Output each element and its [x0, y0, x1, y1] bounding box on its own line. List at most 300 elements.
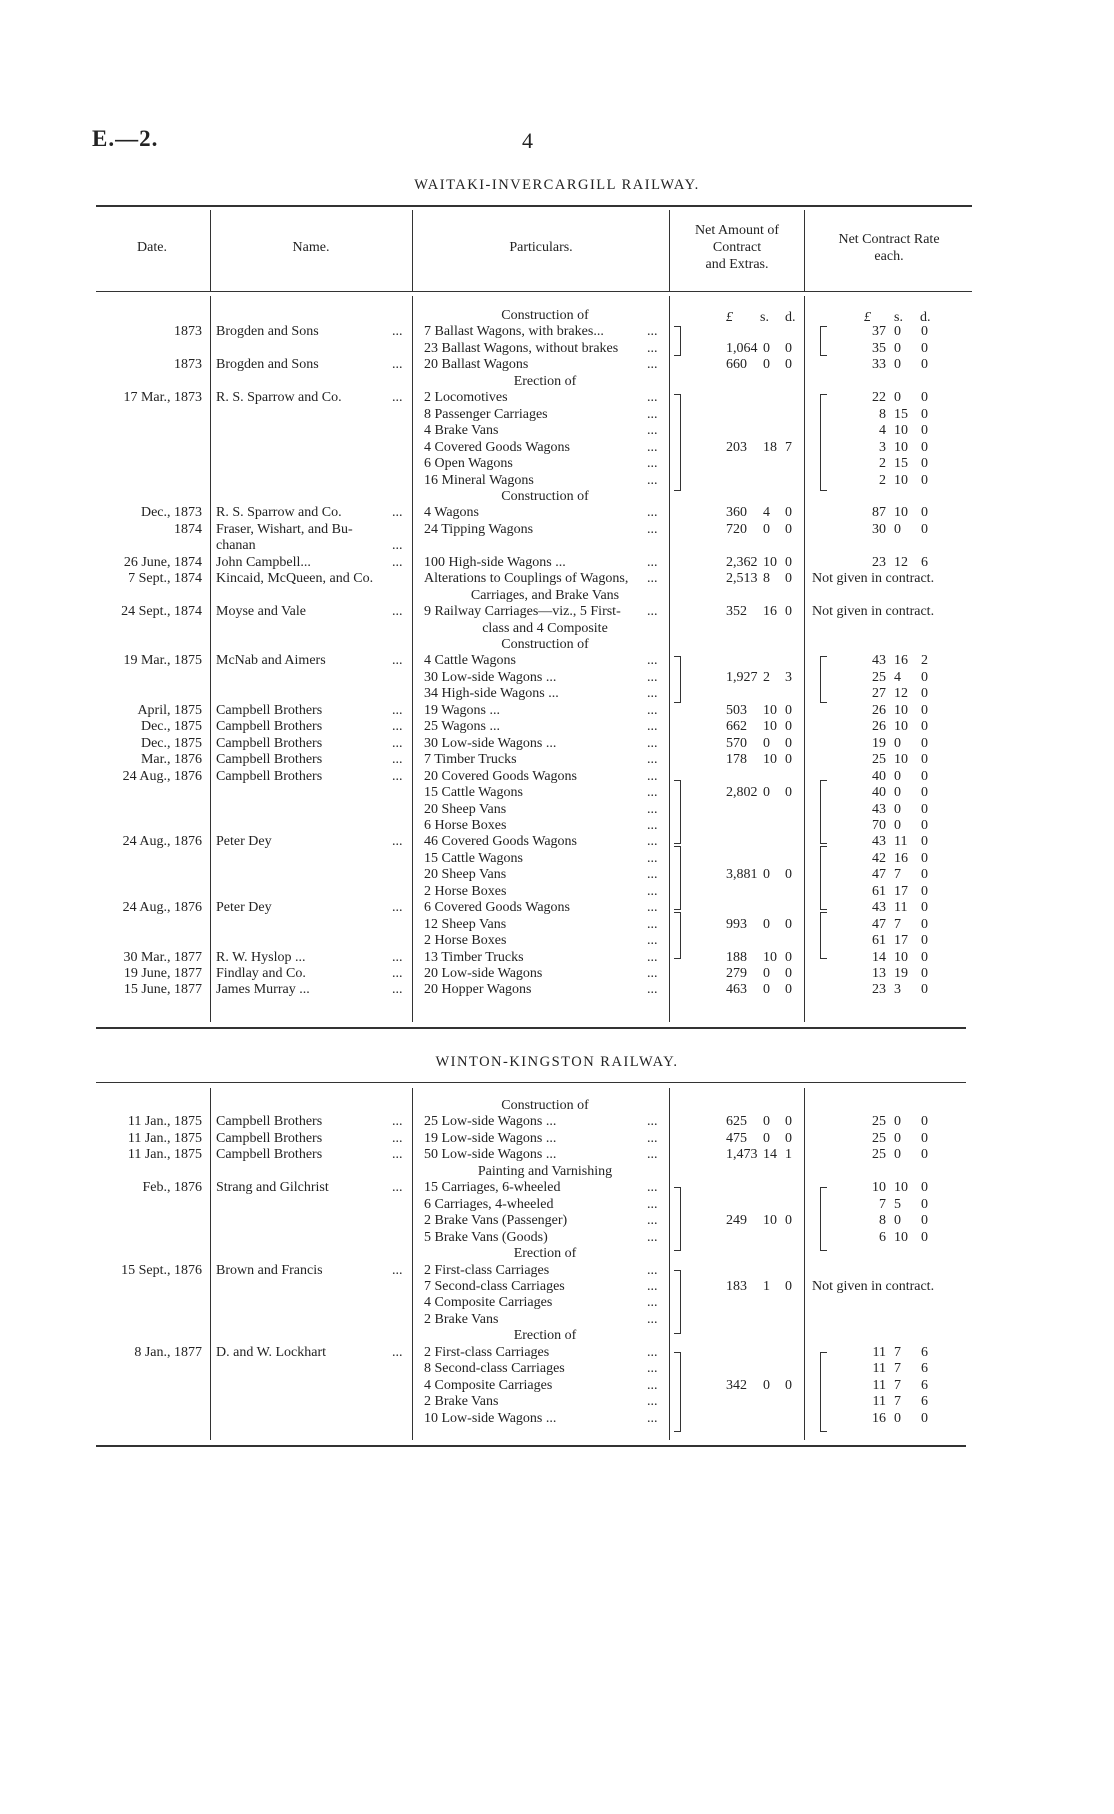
- col-header-rate: [806, 231, 972, 265]
- amount-pence: 0: [785, 1377, 792, 1393]
- table-row: Dec., 1875 Campbell Brothers ... 25 Wagons ... ... 662 10 0 26 10 0: [140, 719, 928, 735]
- group-brace: [820, 326, 827, 356]
- table-row: 15 Cattle Wagons ... 2,802 0 0 40 0 0: [424, 785, 928, 801]
- rate-pounds: 19: [872, 735, 886, 751]
- leader-dots: ...: [392, 834, 403, 850]
- rate-pence: 6: [921, 1361, 928, 1377]
- row-particulars: Painting and Varnishing: [477, 1163, 613, 1179]
- rate-pounds: 47: [872, 867, 886, 883]
- table-row: [0, 1245, 1114, 1262]
- rate-shillings: 16: [894, 653, 908, 669]
- rate-shillings: 0: [894, 390, 901, 406]
- leader-dots: ...: [392, 604, 403, 620]
- rate-shillings: 0: [894, 521, 901, 537]
- rate-shillings: 7: [894, 867, 901, 883]
- leader-dots: ...: [647, 933, 658, 949]
- amount-pence: 0: [785, 1213, 792, 1229]
- rate-shillings: 10: [894, 439, 908, 455]
- leader-dots: ...: [647, 1377, 658, 1393]
- amount-pence: 0: [785, 949, 792, 965]
- leader-dots: ...: [392, 1344, 403, 1360]
- amount-pence: 0: [785, 982, 792, 998]
- table-row: [0, 620, 1114, 637]
- row-date: 1874: [174, 521, 202, 537]
- leader-dots: ...: [392, 653, 403, 669]
- rate-shillings: 0: [894, 1114, 901, 1130]
- table-row: [0, 455, 1114, 472]
- row-name: Findlay and Co.: [216, 966, 306, 981]
- rate-pence: 0: [921, 521, 928, 537]
- amount-pence: 1: [785, 1147, 792, 1163]
- leader-dots: ...: [647, 1295, 658, 1311]
- row-particulars: 50 Low-side Wagons ...: [424, 1147, 557, 1163]
- rate-pence: 0: [921, 702, 928, 718]
- row-particulars: 2 Brake Vans: [424, 1311, 499, 1327]
- rate-pounds: 61: [872, 933, 886, 949]
- table-row: 15 June, 1877 James Murray ... ... 20 Hopper Wagons ... 463 0 0 23 3 0: [123, 982, 928, 998]
- rate-shillings: 12: [894, 554, 908, 570]
- leader-dots: ...: [647, 456, 658, 472]
- rate-shillings: 0: [894, 340, 901, 356]
- group-brace: [674, 326, 681, 356]
- leader-dots: ...: [647, 982, 658, 998]
- leader-dots: ...: [647, 1410, 658, 1426]
- rate-pence: 0: [921, 900, 928, 916]
- table-row: [0, 1360, 1114, 1377]
- row-particulars: 20 Sheep Vans: [424, 801, 507, 817]
- rate-note: Not given in contract.: [812, 1278, 935, 1294]
- leader-dots: ...: [647, 1147, 658, 1163]
- table-row: [0, 685, 1114, 702]
- leader-dots: ...: [392, 390, 403, 406]
- table-row: Dec., 1875 Campbell Brothers ... 30 Low-side Wagons ... ... 570 0 0 19 0 0: [140, 735, 928, 751]
- row-particulars: class and 4 Composite: [482, 620, 608, 636]
- row-name: Fraser, Wishart, and Bu-: [216, 521, 353, 537]
- table-row: [0, 488, 1114, 505]
- table-row: [0, 1294, 1114, 1311]
- rate-pence: 0: [921, 817, 928, 833]
- row-name: McNab and Aimers: [216, 653, 326, 669]
- table-row: [0, 389, 1114, 406]
- table-row: 24 Sept., 1874 Moyse and Vale ... 9 Railway Carriages—viz., 5 First- ... 352 16 0 Not given in contract.: [121, 604, 935, 620]
- amount-shillings: 10: [763, 949, 777, 965]
- leader-dots: ...: [647, 686, 658, 702]
- leader-dots: ...: [392, 1262, 403, 1278]
- row-date: 11 Jan., 1875: [127, 1147, 202, 1163]
- leader-dots: ...: [647, 1278, 658, 1294]
- table-row: 19 June, 1877 Findlay and Co. ... 20 Low-side Wagons ... 279 0 0 13 19 0: [123, 966, 928, 981]
- table-row: [0, 1097, 1114, 1114]
- amount-shillings: 0: [763, 521, 770, 537]
- row-date: 11 Jan., 1875: [127, 1114, 202, 1130]
- row-particulars: 15 Cattle Wagons: [424, 850, 523, 866]
- rate-shillings: 0: [894, 801, 901, 817]
- table-row: Mar., 1876 Campbell Brothers ... 7 Timber Trucks ... 178 10 0 25 10 0: [140, 752, 928, 768]
- leader-dots: ...: [647, 439, 658, 455]
- rate-shillings: 10: [894, 1180, 908, 1196]
- amount-pence: 0: [785, 357, 792, 373]
- table-row: 2 Brake Vans (Passenger) ... 249 10 0 8 0 0: [424, 1213, 928, 1229]
- leader-dots: ...: [392, 554, 403, 570]
- rate-pounds: 23: [872, 982, 886, 998]
- rate-pounds: 43: [872, 834, 886, 850]
- leader-dots: ...: [392, 949, 403, 965]
- leader-dots: ...: [392, 505, 403, 521]
- rate-pence: 0: [921, 1147, 928, 1163]
- row-name: Kincaid, McQueen, and Co.: [216, 571, 374, 587]
- row-particulars: 23 Ballast Wagons, without brakes: [424, 340, 619, 356]
- rate-shillings: 15: [894, 456, 908, 472]
- rate-note: Not given in contract.: [812, 604, 935, 620]
- amount-pence: 0: [785, 916, 792, 932]
- leader-dots: ...: [647, 1229, 658, 1245]
- rate-pence: 0: [921, 949, 928, 965]
- leader-dots: ...: [647, 1262, 658, 1278]
- leader-dots: ...: [647, 883, 658, 899]
- row-date: 26 June, 1874: [123, 554, 202, 570]
- table2-top-rule: [96, 1082, 966, 1083]
- leader-dots: ...: [392, 1180, 403, 1196]
- group-brace: [674, 656, 681, 703]
- table-row: [0, 801, 1114, 818]
- table-row: 20 Sheep Vans ... 3,881 0 0 47 7 0: [424, 867, 928, 883]
- row-name: Campbell Brothers: [216, 1130, 323, 1146]
- rate-pence: 0: [921, 1114, 928, 1130]
- rate-shillings: 0: [894, 357, 901, 373]
- table-row: [0, 652, 1114, 669]
- table-row: 11 Jan., 1875 Campbell Brothers ... 50 Low-side Wagons ... ... 1,473 14 1 25 0 0: [127, 1147, 928, 1163]
- table-row: [0, 1344, 1114, 1361]
- rate-shillings: 17: [894, 933, 908, 949]
- col-divider: [804, 210, 805, 291]
- row-particulars: 2 First-class Carriages: [424, 1344, 550, 1360]
- rate-pence: 6: [921, 1394, 928, 1410]
- table-row: [0, 899, 1114, 916]
- group-brace: [820, 1352, 827, 1432]
- leader-dots: ...: [392, 1130, 403, 1146]
- rate-shillings: 10: [894, 1229, 908, 1245]
- amount-pence: 0: [785, 752, 792, 768]
- row-particulars: 24 Tipping Wagons: [424, 521, 534, 537]
- row-particulars: 46 Covered Goods Wagons: [424, 834, 577, 850]
- leader-dots: ...: [647, 669, 658, 685]
- col-divider: [669, 210, 670, 291]
- leader-dots: ...: [647, 850, 658, 866]
- leader-dots: ...: [392, 735, 403, 751]
- group-brace: [674, 1352, 681, 1432]
- amount-shillings: 0: [763, 785, 770, 801]
- rate-pence: 0: [921, 1180, 928, 1196]
- rate-pounds: 13: [872, 966, 886, 981]
- rate-pounds: 40: [872, 785, 886, 801]
- amount-pence: 0: [785, 867, 792, 883]
- rate-pence: 0: [921, 472, 928, 488]
- row-name: Brown and Francis: [216, 1262, 323, 1278]
- amount-pence: 0: [785, 735, 792, 751]
- rate-pounds: 87: [872, 505, 886, 521]
- amount-pence: 0: [785, 571, 792, 587]
- leader-dots: ...: [647, 735, 658, 751]
- rate-pence: 0: [921, 1229, 928, 1245]
- amount-shillings: 0: [763, 1130, 770, 1146]
- row-date: 15 Sept., 1876: [121, 1262, 202, 1278]
- rate-shillings: 7: [894, 1394, 901, 1410]
- row-particulars: 8 Second-class Carriages: [424, 1361, 565, 1377]
- row-particulars: 15 Cattle Wagons: [424, 785, 523, 801]
- rate-shillings: 7: [894, 1344, 901, 1360]
- leader-dots: ...: [392, 768, 403, 784]
- rate-pence: 0: [921, 505, 928, 521]
- rate-pounds: 14: [872, 949, 886, 965]
- leader-dots: ...: [647, 752, 658, 768]
- group-brace: [674, 1270, 681, 1334]
- rate-pence: 0: [921, 933, 928, 949]
- table-row: 11 Jan., 1875 Campbell Brothers ... 19 Low-side Wagons ... ... 475 0 0 25 0 0: [127, 1130, 928, 1146]
- leader-dots: ...: [647, 1344, 658, 1360]
- rate-shillings: 0: [894, 785, 901, 801]
- row-particulars: 20 Hopper Wagons: [424, 982, 532, 998]
- rate-shilling-unit: s.: [894, 310, 903, 325]
- table-row: [0, 587, 1114, 604]
- leader-dots: ...: [392, 966, 403, 981]
- table-row: [0, 636, 1114, 653]
- table-row: 12 Sheep Vans ... 993 0 0 47 7 0: [424, 916, 928, 932]
- leader-dots: ...: [647, 966, 658, 981]
- table-row: April, 1875 Campbell Brothers ... 19 Wagons ... ... 503 10 0 26 10 0: [137, 702, 928, 718]
- col-header-rate-line2: each.: [874, 249, 904, 264]
- row-particulars: 4 Covered Goods Wagons: [424, 439, 570, 455]
- row-particulars: 12 Sheep Vans: [424, 916, 507, 932]
- table-row: 23 Ballast Wagons, without brakes ... 1,064 0 0 35 0 0: [424, 340, 928, 356]
- rate-pence: 0: [921, 390, 928, 406]
- row-particulars: Alterations to Couplings of Wagons,: [424, 571, 629, 587]
- row-date: 15 June, 1877: [123, 982, 202, 998]
- col-header-amount: [671, 222, 803, 273]
- rate-pounds: 61: [872, 883, 886, 899]
- row-particulars: 10 Low-side Wagons ...: [424, 1410, 557, 1426]
- rate-shillings: 5: [894, 1196, 901, 1212]
- leader-dots: ...: [392, 1147, 403, 1163]
- row-date: 19 Mar., 1875: [123, 653, 202, 669]
- row-particulars: 7 Timber Trucks: [424, 752, 517, 768]
- amount-shillings: 18: [763, 439, 777, 455]
- row-name: Campbell Brothers: [216, 719, 323, 735]
- row-name: Peter Dey: [216, 900, 272, 916]
- amount-pence: 0: [785, 340, 792, 356]
- table-row: 4 Composite Carriages ... 342 0 0 11 7 6: [424, 1377, 928, 1393]
- rate-pence: 0: [921, 1410, 928, 1426]
- row-particulars: 4 Wagons: [424, 505, 480, 521]
- rate-shillings: 0: [894, 1147, 901, 1163]
- table-row: [0, 537, 1114, 554]
- row-particulars: 20 Covered Goods Wagons: [424, 768, 577, 784]
- rate-pounds: 40: [872, 768, 886, 784]
- leader-dots: ...: [647, 867, 658, 883]
- row-name: R. S. Sparrow and Co.: [216, 390, 342, 406]
- rate-pounds: 25: [872, 1130, 886, 1146]
- rate-pounds: 25: [872, 669, 886, 685]
- amount-shillings: 0: [763, 1114, 770, 1130]
- rate-pounds: 11: [872, 1361, 886, 1377]
- leader-dots: ...: [647, 834, 658, 850]
- row-name: chanan: [216, 538, 256, 554]
- row-particulars: 25 Low-side Wagons ...: [424, 1114, 557, 1130]
- leader-dots: ...: [392, 982, 403, 998]
- row-particulars: 6 Horse Boxes: [424, 817, 507, 833]
- row-particulars: Construction of: [501, 637, 589, 652]
- row-particulars: 9 Railway Carriages—viz., 5 First-: [424, 604, 621, 620]
- rate-pounds: 11: [872, 1344, 886, 1360]
- row-date: Dec., 1875: [140, 735, 202, 751]
- amount-shillings: 0: [763, 867, 770, 883]
- rate-shillings: 10: [894, 719, 908, 735]
- row-name: Peter Dey: [216, 834, 272, 850]
- amount-shillings: 0: [763, 916, 770, 932]
- rate-pence: 0: [921, 850, 928, 866]
- rate-shillings: 7: [894, 916, 901, 932]
- section-title-waitaki: WAITAKI-INVERCARGILL RAILWAY.: [414, 177, 700, 193]
- row-particulars: Erection of: [513, 1328, 577, 1344]
- rate-pounds: 8: [879, 406, 886, 422]
- amount-shillings: 0: [763, 357, 770, 373]
- table-row: 7 Second-class Carriages ... 183 1 0 Not given in contract.: [424, 1278, 935, 1294]
- leader-dots: ...: [647, 1130, 658, 1146]
- row-particulars: 2 Horse Boxes: [424, 933, 507, 949]
- table-row: [0, 883, 1114, 900]
- row-particulars: 20 Sheep Vans: [424, 867, 507, 883]
- rate-pounds: 35: [872, 340, 886, 356]
- leader-dots: ...: [392, 538, 403, 554]
- table-row: [0, 1311, 1114, 1328]
- row-name: Campbell Brothers: [216, 752, 323, 768]
- amount-shilling-unit: s.: [760, 310, 769, 325]
- col-header-date: Date.: [137, 240, 167, 255]
- rate-pounds: 25: [872, 1147, 886, 1163]
- row-name: John Campbell...: [216, 554, 311, 570]
- table-row: [0, 323, 1114, 340]
- leader-dots: ...: [647, 1361, 658, 1377]
- leader-dots: ...: [647, 324, 658, 340]
- page-number: 4: [522, 128, 533, 153]
- rate-pounds: 2: [879, 456, 886, 472]
- rate-pounds: 47: [872, 916, 886, 932]
- leader-dots: ...: [392, 324, 403, 340]
- row-particulars: 16 Mineral Wagons: [424, 472, 534, 488]
- rate-shillings: 12: [894, 686, 908, 702]
- table-row: [0, 932, 1114, 949]
- rate-shillings: 10: [894, 505, 908, 521]
- rate-shillings: 10: [894, 949, 908, 965]
- row-particulars: 19 Wagons ...: [424, 702, 501, 718]
- group-brace: [820, 780, 827, 844]
- rate-shillings: 0: [894, 1213, 901, 1229]
- rate-pounds: 23: [872, 554, 886, 570]
- amount-shillings: 10: [763, 719, 777, 735]
- col-header-rate-line1: Net Contract Rate: [838, 232, 940, 247]
- amount-shillings: 10: [763, 702, 777, 718]
- table-row: [0, 1163, 1114, 1180]
- row-date: 1873: [174, 324, 202, 340]
- amount-shillings: 8: [763, 571, 770, 587]
- row-name: Moyse and Vale: [216, 604, 306, 620]
- row-particulars: 13 Timber Trucks: [424, 949, 524, 965]
- row-particulars: 2 Locomotives: [424, 390, 508, 406]
- table-row: [0, 1393, 1114, 1410]
- amount-shillings: 16: [763, 604, 777, 620]
- amount-shillings: 1: [763, 1278, 770, 1294]
- rate-pence: 6: [921, 1377, 928, 1393]
- row-particulars: Erection of: [513, 373, 577, 389]
- table-row: 30 Mar., 1877 R. W. Hyslop ... ... 13 Timber Trucks ... 188 10 0 14 10 0: [123, 949, 928, 965]
- amount-shillings: 0: [763, 735, 770, 751]
- rate-pence: 0: [921, 423, 928, 439]
- rate-shillings: 11: [894, 900, 908, 916]
- col-divider: [412, 210, 413, 291]
- leader-dots: ...: [647, 801, 658, 817]
- table-row: [0, 1179, 1114, 1196]
- rate-pounds: 25: [872, 752, 886, 768]
- units-row: £ s. d. £ s. d.: [726, 310, 931, 325]
- table-row: 7 Sept., 1874 Kincaid, McQueen, and Co. Alterations to Couplings of Wagons, ... 2,513 8 0 Not given in contract.: [128, 571, 935, 587]
- leader-dots: ...: [647, 916, 658, 932]
- rate-pounds: 11: [872, 1377, 886, 1393]
- rate-pounds: 25: [872, 1114, 886, 1130]
- row-particulars: Construction of: [501, 488, 589, 504]
- rate-pence-unit: d.: [920, 310, 931, 325]
- leader-dots: ...: [392, 719, 403, 735]
- table-row: [0, 307, 1114, 324]
- rate-pence: 0: [921, 686, 928, 702]
- amount-pence: 7: [785, 439, 792, 455]
- row-date: Dec., 1875: [140, 719, 202, 735]
- rate-pounds: 26: [872, 702, 886, 718]
- amount-shillings: 14: [763, 1147, 777, 1163]
- rate-pence: 0: [921, 735, 928, 751]
- col-header-amount-line1: Net Amount of: [695, 223, 779, 238]
- rate-pence: 2: [921, 653, 928, 669]
- table-row: [0, 406, 1114, 423]
- leader-dots: ...: [647, 571, 658, 587]
- leader-dots: ...: [647, 604, 658, 620]
- rate-pence: 0: [921, 801, 928, 817]
- group-brace: [674, 1187, 681, 1251]
- rate-pence: 0: [921, 340, 928, 356]
- amount-shillings: 0: [763, 1377, 770, 1393]
- leader-dots: ...: [647, 1394, 658, 1410]
- leader-dots: ...: [647, 949, 658, 965]
- row-particulars: 30 Low-side Wagons ...: [424, 735, 557, 751]
- row-particulars: 4 Composite Carriages: [424, 1295, 553, 1311]
- leader-dots: ...: [647, 1114, 658, 1130]
- leader-dots: ...: [647, 1196, 658, 1212]
- row-particulars: 2 Brake Vans: [424, 1394, 499, 1410]
- row-name: Campbell Brothers: [216, 702, 323, 718]
- row-particulars: 5 Brake Vans (Goods): [424, 1229, 548, 1245]
- leader-dots: ...: [392, 900, 403, 916]
- table-row: [0, 1196, 1114, 1213]
- rate-pounds: 22: [872, 390, 886, 406]
- table-row: Dec., 1873 R. S. Sparrow and Co. ... 4 Wagons ... 360 4 0 87 10 0: [140, 505, 928, 521]
- row-particulars: 2 Brake Vans (Passenger): [424, 1213, 568, 1229]
- amount-shillings: 0: [763, 982, 770, 998]
- rate-pounds: 4: [879, 423, 886, 439]
- table-row: [0, 472, 1114, 489]
- col-header-amount-line3: and Extras.: [705, 257, 769, 272]
- row-date: Dec., 1873: [140, 505, 202, 521]
- rate-pence: 0: [921, 406, 928, 422]
- rate-pounds: 42: [872, 850, 886, 866]
- amount-pence: 0: [785, 604, 792, 620]
